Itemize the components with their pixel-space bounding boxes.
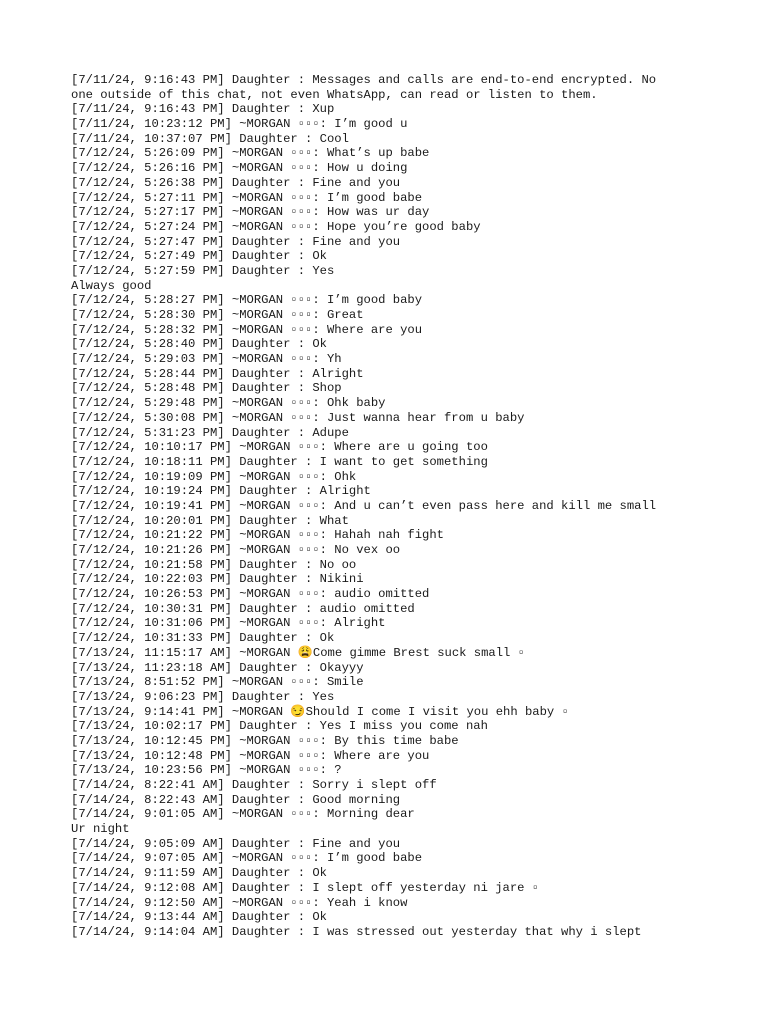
transcript-line: [7/12/24, 10:31:06 PM] ~MORGAN ▫▫▫: Alright — [71, 616, 386, 631]
transcript-line: [7/12/24, 10:19:09 PM] ~MORGAN ▫▫▫: Ohk — [71, 469, 357, 484]
transcript-line: [7/12/24, 5:28:44 PM] Daughter : Alright — [71, 366, 364, 381]
transcript-line: [7/14/24, 9:12:08 AM] Daughter : I slept off yesterday ni jare ▫ — [71, 880, 540, 895]
transcript-line: [7/12/24, 10:18:11 PM] Daughter : I want to get something — [71, 454, 488, 469]
transcript-line: [7/13/24, 11:15:17 AM] ~MORGAN 😩Come gimme Brest suck small ▫ — [71, 645, 525, 660]
transcript-line: [7/14/24, 9:01:05 AM] ~MORGAN ▫▫▫: Morning dear — [71, 807, 415, 822]
transcript-line: one outside of this chat, not even WhatsApp, can read or listen to them. — [71, 87, 598, 102]
chat-transcript — [71, 73, 691, 940]
transcript-line: [7/12/24, 5:27:47 PM] Daughter : Fine and you — [71, 234, 401, 249]
transcript-line: [7/12/24, 5:28:32 PM] ~MORGAN ▫▫▫: Where are you — [71, 322, 423, 337]
transcript-line: [7/14/24, 9:13:44 AM] Daughter : Ok — [71, 910, 327, 925]
transcript-line: [7/12/24, 10:31:33 PM] Daughter : Ok — [71, 631, 335, 646]
transcript-line: [7/14/24, 8:22:43 AM] Daughter : Good morning — [71, 792, 401, 807]
transcript-line: [7/12/24, 5:29:48 PM] ~MORGAN ▫▫▫: Ohk baby — [71, 396, 386, 411]
transcript-line: [7/12/24, 5:27:49 PM] Daughter : Ok — [71, 249, 327, 264]
transcript-line: [7/14/24, 8:22:41 AM] Daughter : Sorry i slept off — [71, 778, 437, 792]
transcript-line: [7/13/24, 10:12:45 PM] ~MORGAN ▫▫▫: By this time babe — [71, 733, 459, 748]
transcript-line: [7/13/24, 11:23:18 AM] Daughter : Okayyy — [71, 660, 364, 675]
transcript-line: [7/12/24, 10:19:41 PM] ~MORGAN ▫▫▫: And u can’t even pass here and kill me small — [71, 498, 657, 513]
transcript-line: [7/12/24, 5:27:59 PM] Daughter : Yes — [71, 263, 335, 278]
transcript-line: Always good — [71, 278, 152, 293]
transcript-line: [7/12/24, 10:21:26 PM] ~MORGAN ▫▫▫: No vex oo — [71, 543, 401, 557]
transcript-line: [7/12/24, 5:30:08 PM] ~MORGAN ▫▫▫: Just wanna hear from u baby — [71, 410, 525, 425]
transcript-line: [7/12/24, 5:27:17 PM] ~MORGAN ▫▫▫: How was ur day — [71, 205, 430, 220]
transcript-line: [7/14/24, 9:07:05 AM] ~MORGAN ▫▫▫: I’m good babe — [71, 851, 423, 866]
transcript-line: Ur night — [71, 822, 130, 837]
transcript-line: [7/13/24, 9:06:23 PM] Daughter : Yes — [71, 689, 335, 704]
transcript-line: [7/11/24, 9:16:43 PM] Daughter : Messages and calls are end-to-end encrypted. No — [71, 73, 657, 87]
transcript-line: [7/14/24, 9:14:04 AM] Daughter : I was stressed out yesterday that why i slept — [71, 924, 642, 939]
transcript-line: [7/13/24, 10:02:17 PM] Daughter : Yes I miss you come nah — [71, 719, 488, 734]
transcript-line: [7/12/24, 5:31:23 PM] Daughter : Adupe — [71, 425, 349, 440]
transcript-line: [7/13/24, 10:23:56 PM] ~MORGAN ▫▫▫: ? — [71, 763, 342, 778]
transcript-line: [7/12/24, 10:19:24 PM] Daughter : Alright — [71, 484, 371, 499]
transcript-line: [7/13/24, 10:12:48 PM] ~MORGAN ▫▫▫: Where are you — [71, 748, 430, 763]
transcript-line: [7/11/24, 10:23:12 PM] ~MORGAN ▫▫▫: I’m good u — [71, 117, 408, 132]
transcript-line: [7/12/24, 10:20:01 PM] Daughter : What — [71, 513, 349, 528]
transcript-line: [7/12/24, 10:10:17 PM] ~MORGAN ▫▫▫: Where are u going too — [71, 440, 488, 455]
transcript-line: [7/12/24, 10:22:03 PM] Daughter : Nikini — [71, 572, 364, 587]
transcript-line: [7/12/24, 5:27:24 PM] ~MORGAN ▫▫▫: Hope you’re good baby — [71, 219, 481, 234]
transcript-line: [7/12/24, 5:26:38 PM] Daughter : Fine and you — [71, 175, 401, 190]
transcript-line: [7/12/24, 5:26:09 PM] ~MORGAN ▫▫▫: What’s up babe — [71, 146, 430, 161]
transcript-line: [7/12/24, 5:29:03 PM] ~MORGAN ▫▫▫: Yh — [71, 352, 342, 367]
transcript-line: [7/12/24, 10:26:53 PM] ~MORGAN ▫▫▫: audio omitted — [71, 587, 430, 602]
transcript-line: [7/11/24, 10:37:07 PM] Daughter : Cool — [71, 131, 349, 146]
transcript-line: [7/12/24, 10:21:58 PM] Daughter : No oo — [71, 557, 357, 572]
transcript-line: [7/12/24, 5:28:40 PM] Daughter : Ok — [71, 337, 327, 352]
transcript-line: [7/12/24, 5:28:48 PM] Daughter : Shop — [71, 381, 342, 396]
transcript-line: [7/12/24, 10:21:22 PM] ~MORGAN ▫▫▫: Hahah nah fight — [71, 528, 444, 543]
transcript-line: [7/14/24, 9:11:59 AM] Daughter : Ok — [71, 866, 327, 881]
transcript-line: [7/12/24, 5:28:30 PM] ~MORGAN ▫▫▫: Great — [71, 308, 364, 322]
transcript-line: [7/12/24, 5:27:11 PM] ~MORGAN ▫▫▫: I’m good babe — [71, 190, 423, 205]
transcript-line: [7/12/24, 5:26:16 PM] ~MORGAN ▫▫▫: How u doing — [71, 161, 408, 176]
transcript-line: [7/12/24, 10:30:31 PM] Daughter : audio omitted — [71, 601, 415, 616]
transcript-line: [7/13/24, 8:51:52 PM] ~MORGAN ▫▫▫: Smile — [71, 675, 364, 690]
transcript-line: [7/13/24, 9:14:41 PM] ~MORGAN 😏Should I come I visit you ehh baby ▫ — [71, 704, 569, 719]
transcript-line: [7/11/24, 9:16:43 PM] Daughter : Xup — [71, 102, 335, 117]
transcript-line: [7/12/24, 5:28:27 PM] ~MORGAN ▫▫▫: I’m good baby — [71, 293, 423, 308]
transcript-line: [7/14/24, 9:05:09 AM] Daughter : Fine and you — [71, 836, 401, 851]
transcript-line: [7/14/24, 9:12:50 AM] ~MORGAN ▫▫▫: Yeah i know — [71, 895, 408, 910]
